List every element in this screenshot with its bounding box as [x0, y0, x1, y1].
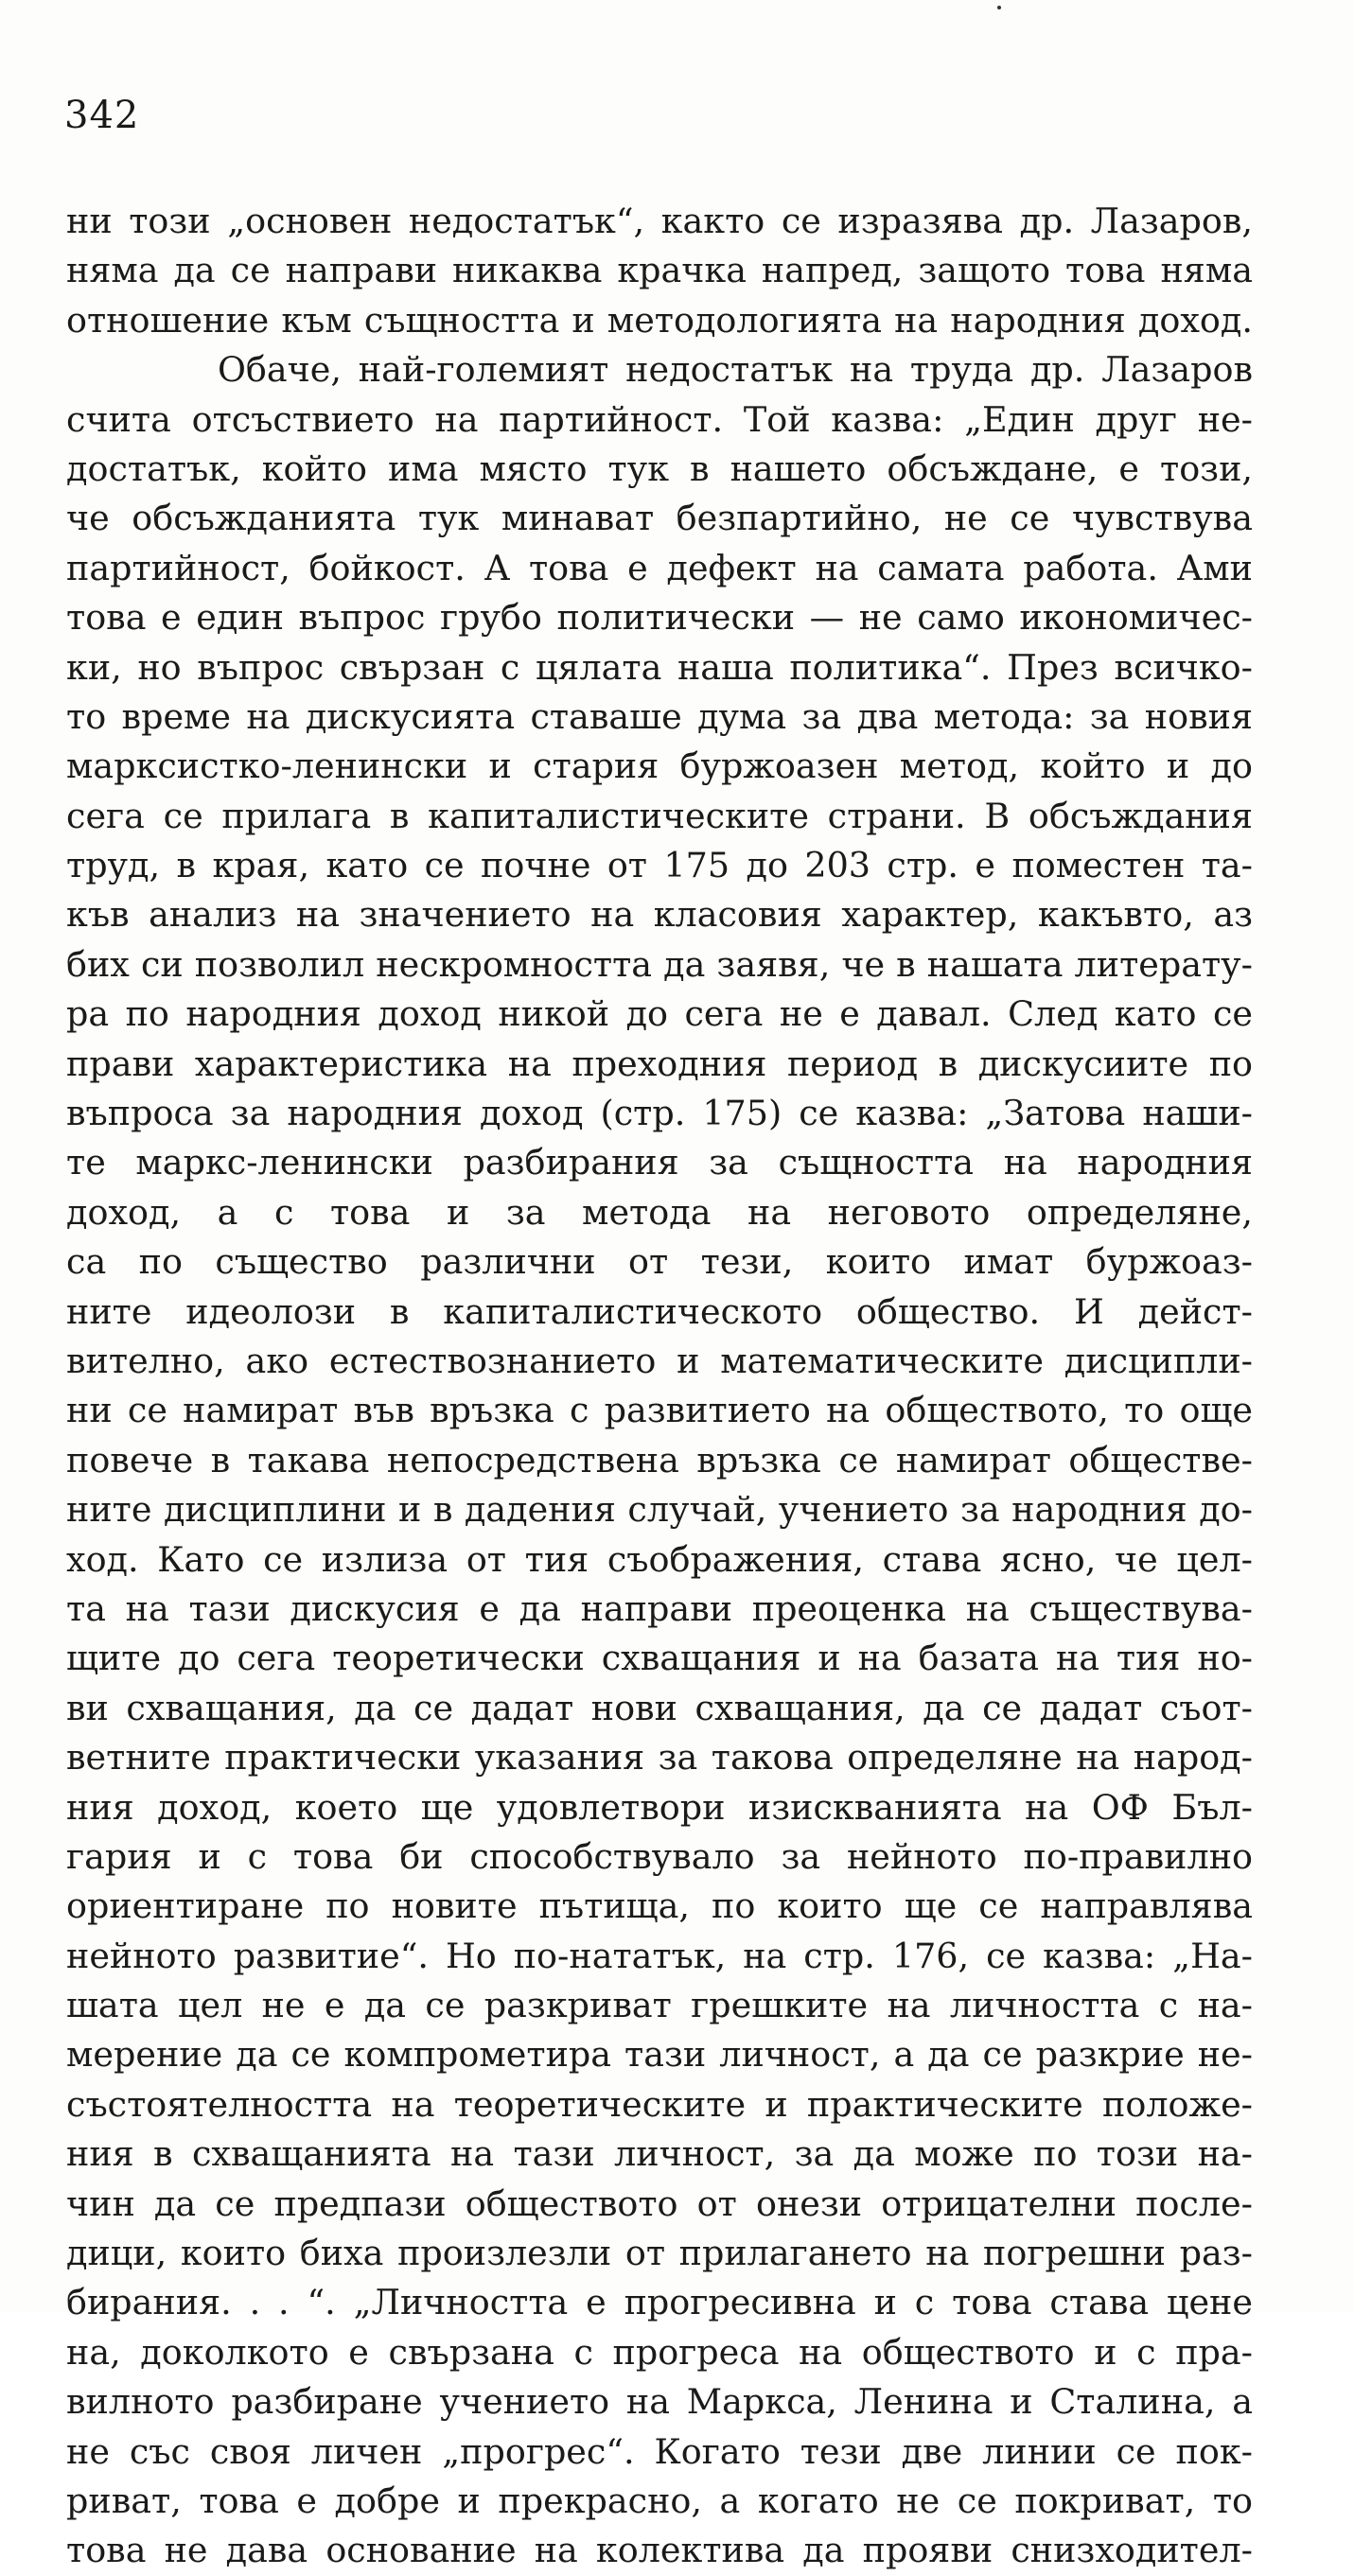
- text-line: повече в такава непосредствена връзка се намират обществе-: [66, 1439, 1253, 1481]
- text-line: състоятелността на теоретическите и практическите положе-: [66, 2083, 1253, 2125]
- text-line: въпроса за народния доход (стр. 175) се казва: „Затова наши-: [66, 1093, 1253, 1134]
- text-line: достатък, който има място тук в нашето обсъждане, е този,: [66, 447, 1253, 489]
- text-line: на, доколкото е свързана с прогреса на обществото и с пра-: [66, 2331, 1253, 2373]
- text-line: ните дисциплини и в дадения случай, учението за народния до-: [66, 1489, 1253, 1531]
- text-line: партийност, бойкост. А това е дефект на самата работа. Ами: [66, 547, 1253, 588]
- text-line: труд, в края, като се почне от 175 до 203 стр. е поместен та-: [66, 845, 1253, 886]
- text-line: ра по народния доход никой до сега не е давал. След като се: [66, 993, 1253, 1035]
- text-line: ния доход, което ще удовлетвори изискванията на ОФ Бъл-: [66, 1786, 1253, 1828]
- text-line: това е един въпрос грубо политически — не само икономичес-: [66, 597, 1253, 639]
- page-number: 342: [64, 94, 140, 137]
- text-line: то време на дискусията ставаше дума за два метода: за новия: [66, 695, 1253, 737]
- text-line: мерение да се компрометира тази личност, а да се разкрие не-: [66, 2034, 1253, 2076]
- text-line: ните идеолози в капиталистическото общество. И дейст-: [66, 1290, 1253, 1332]
- body-text: [66, 197, 1253, 2576]
- text-line: сега се прилага в капиталистическите страни. В обсъждания: [66, 795, 1253, 836]
- text-line: ви схващания, да се дадат нови схващания, да се дадат съот-: [66, 1687, 1253, 1728]
- text-line: бих си позволил нескромността да заявя, че в нашата литерату-: [66, 943, 1253, 985]
- text-line: че обсъжданията тук минават безпартийно, не се чувствува: [66, 498, 1253, 539]
- text-line: марксистко-ленински и стария буржоазен метод, който и до: [66, 745, 1253, 787]
- text-line: щите до сега теоретически схващания и на базата на тия но-: [66, 1638, 1253, 1679]
- text-line: те маркс-ленински разбирания за същността на народния: [66, 1142, 1253, 1183]
- text-line: дици, които биха произлезли от прилагането на погрешни раз-: [66, 2233, 1253, 2274]
- text-line: са по същество различни от тези, които имат буржоаз-: [66, 1241, 1253, 1283]
- print-speck: [997, 6, 1001, 9]
- text-line: ни този „основен недостатък“, както се изразява др. Лазаров,: [66, 201, 1253, 241]
- text-line: счита отсъствието на партийност. Той казва: „Един друг не-: [66, 398, 1253, 440]
- text-line: къв анализ на значението на класовия характер, какъвто, аз: [66, 894, 1253, 936]
- text-line: вително, ако естествознанието и математическите дисципли-: [66, 1340, 1253, 1381]
- text-line: чин да се предпази обществото от онези отрицателни после-: [66, 2182, 1253, 2224]
- text-line: това не дава основание на колектива да прояви снизходител-: [66, 2530, 1253, 2571]
- text-line: прави характеристика на преходния период в дискусиите по: [66, 1043, 1253, 1084]
- text-line: отношение към същността и методологията на народния доход.: [66, 299, 1253, 341]
- text-line: няма да се направи никаква крачка напред, защото това няма: [66, 250, 1253, 291]
- text-line: ветните практически указания за такова определяне на народ-: [66, 1737, 1253, 1779]
- text-line: доход, а с това и за метода на неговото определяне,: [66, 1191, 1253, 1233]
- text-line: ни се намират във връзка с развитието на обществото, то още: [66, 1390, 1253, 1431]
- text-line: риват, това е добре и прекрасно, а когато не се покриват, то: [66, 2480, 1253, 2521]
- text-line: ориентиране по новите пътища, по които ще се направлява: [66, 1885, 1253, 1927]
- text-line: бирания. . . “. „Личността е прогресивна и с това става цене: [66, 2282, 1253, 2323]
- text-line: та на тази дискусия е да направи преоценка на съществува-: [66, 1587, 1253, 1629]
- text-line: шата цел не е да се разкриват грешките на личността с на-: [66, 1985, 1253, 2026]
- text-line: ния в схващанията на тази личност, за да може по този на-: [66, 2133, 1253, 2175]
- text-line: гария и с това би способствувало за нейното по-правилно: [66, 1835, 1253, 1877]
- text-line: вилното разбиране учението на Маркса, Ленина и Сталина, а: [66, 2381, 1253, 2423]
- text-line: не със своя личен „прогрес“. Когато тези две линии се пок-: [66, 2430, 1253, 2472]
- text-line: нейното развитие“. Но по-нататък, на стр. 176, се казва: „На-: [66, 1935, 1253, 1976]
- text-line: ки, но въпрос свързан с цялата наша политика“. През всичко-: [66, 646, 1253, 688]
- paragraph-first-line: Обаче, най-големият недостатък на труда др. Лазаров: [218, 349, 1253, 391]
- text-line: ход. Като се излиза от тия съображения, става ясно, че цел-: [66, 1538, 1253, 1580]
